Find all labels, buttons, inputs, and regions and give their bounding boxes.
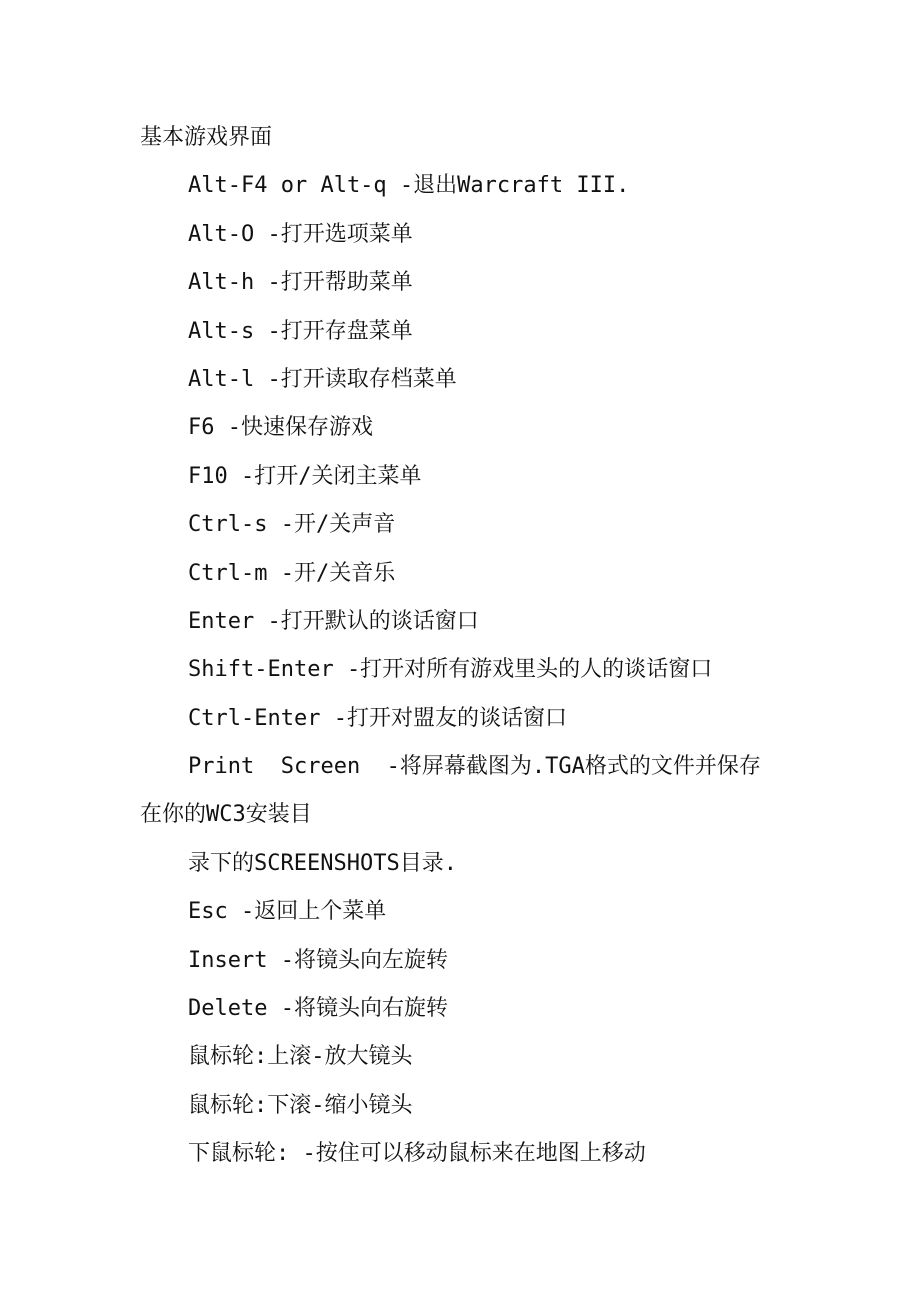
shortcut-line: Alt-F4 or Alt-q -退出Warcraft III. <box>188 173 630 199</box>
document-body <box>140 114 790 1179</box>
shortcut-line: 鼠标轮:上滚-放大镜头 <box>188 1044 413 1070</box>
shortcut-line: Enter -打开默认的谈话窗口 <box>188 608 479 634</box>
wrapped-continuation-line: 在你的WC3安装目 <box>140 802 312 828</box>
shortcut-line: Insert -将镜头向左旋转 <box>188 947 448 973</box>
shortcut-line: Alt-l -打开读取存档菜单 <box>188 366 457 392</box>
shortcut-line: 录下的SCREENSHOTS目录. <box>188 850 457 876</box>
shortcut-line: Alt-h -打开帮助菜单 <box>188 270 413 296</box>
shortcut-line: F10 -打开/关闭主菜单 <box>188 463 422 489</box>
shortcut-line: Ctrl-Enter -打开对盟友的谈话窗口 <box>188 705 567 731</box>
shortcut-line: Ctrl-m -开/关音乐 <box>188 560 396 586</box>
shortcut-line: Print Screen -将屏幕截图为.TGA格式的文件并保存 <box>188 754 761 780</box>
shortcut-line: Alt-s -打开存盘菜单 <box>188 318 413 344</box>
shortcut-line: Delete -将镜头向右旋转 <box>188 996 448 1022</box>
shortcut-line: Ctrl-s -开/关声音 <box>188 512 396 538</box>
section-heading: 基本游戏界面 <box>140 125 273 150</box>
shortcut-line: 鼠标轮:下滚-缩小镜头 <box>188 1092 413 1118</box>
shortcut-line: F6 -快速保存游戏 <box>188 415 373 441</box>
shortcut-line: Esc -返回上个菜单 <box>188 899 387 925</box>
shortcut-line: Shift-Enter -打开对所有游戏里头的人的谈话窗口 <box>188 657 713 683</box>
shortcut-line: 下鼠标轮: -按住可以移动鼠标来在地图上移动 <box>188 1141 646 1167</box>
shortcut-line: Alt-O -打开选项菜单 <box>188 221 413 247</box>
